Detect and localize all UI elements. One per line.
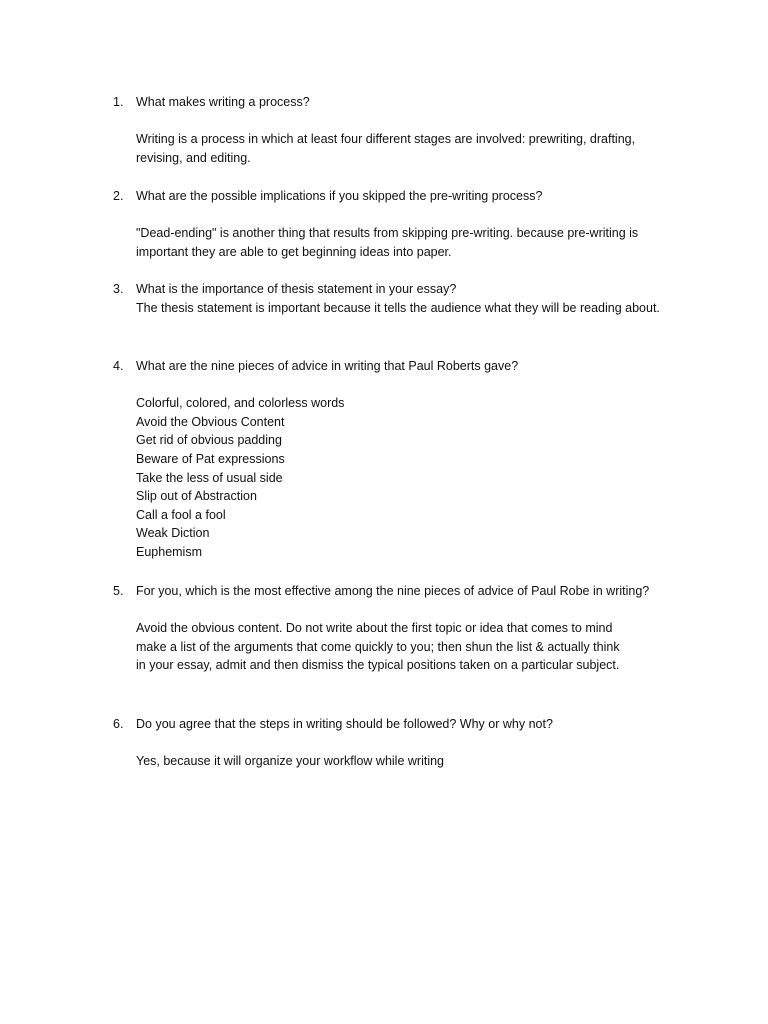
advice-list-item: Weak Diction [136, 526, 210, 541]
answer-line: Avoid the obvious content. Do not write about the first topic or idea that comes to mind [136, 621, 613, 636]
advice-list-item: Take the less of usual side [136, 470, 283, 485]
advice-list-item: Get rid of obvious padding [136, 433, 282, 448]
answer-line: The thesis statement is important because it tells the audience what they will be reading about. [136, 300, 660, 315]
item-number: 4. [113, 359, 124, 373]
answer-line: in your essay, admit and then dismiss the typical positions taken on a particular subject. [136, 658, 620, 673]
item-number: 1. [113, 95, 124, 109]
answer-line: Yes, because it will organize your workflow while writing [136, 754, 445, 769]
answer-line: "Dead-ending" is another thing that results from skipping pre-writing. because pre-writing is [136, 226, 639, 241]
advice-list-item: Euphemism [136, 544, 202, 559]
answer-line: Writing is a process in which at least four different stages are involved: prewriting, drafting, [136, 132, 636, 147]
item-number: 2. [113, 189, 124, 203]
answer-line: make a list of the arguments that come quickly to you; then shun the list & actually think [136, 639, 620, 654]
question-text: What makes writing a process? [136, 95, 310, 109]
item-number: 5. [113, 584, 124, 598]
question-text: Do you agree that the steps in writing should be followed? Why or why not? [136, 717, 553, 731]
question-text: What are the nine pieces of advice in writing that Paul Roberts gave? [136, 359, 519, 373]
item-number: 3. [113, 282, 124, 296]
question-text: What are the possible implications if you skipped the pre-writing process? [136, 189, 543, 203]
advice-list-item: Beware of Pat expressions [136, 451, 285, 466]
question-text: For you, which is the most effective among the nine pieces of advice of Paul Robe in writing? [136, 584, 650, 598]
item-number: 6. [113, 717, 124, 731]
advice-list-item: Slip out of Abstraction [136, 489, 257, 504]
advice-list-item: Avoid the Obvious Content [136, 414, 285, 429]
question-text: What is the importance of thesis statement in your essay? [136, 282, 457, 296]
answer-line: revising, and editing. [136, 150, 251, 165]
advice-list-item: Colorful, colored, and colorless words [136, 396, 345, 411]
answer-line: important they are able to get beginning ideas into paper. [136, 244, 452, 259]
advice-list-item: Call a fool a fool [136, 507, 226, 522]
